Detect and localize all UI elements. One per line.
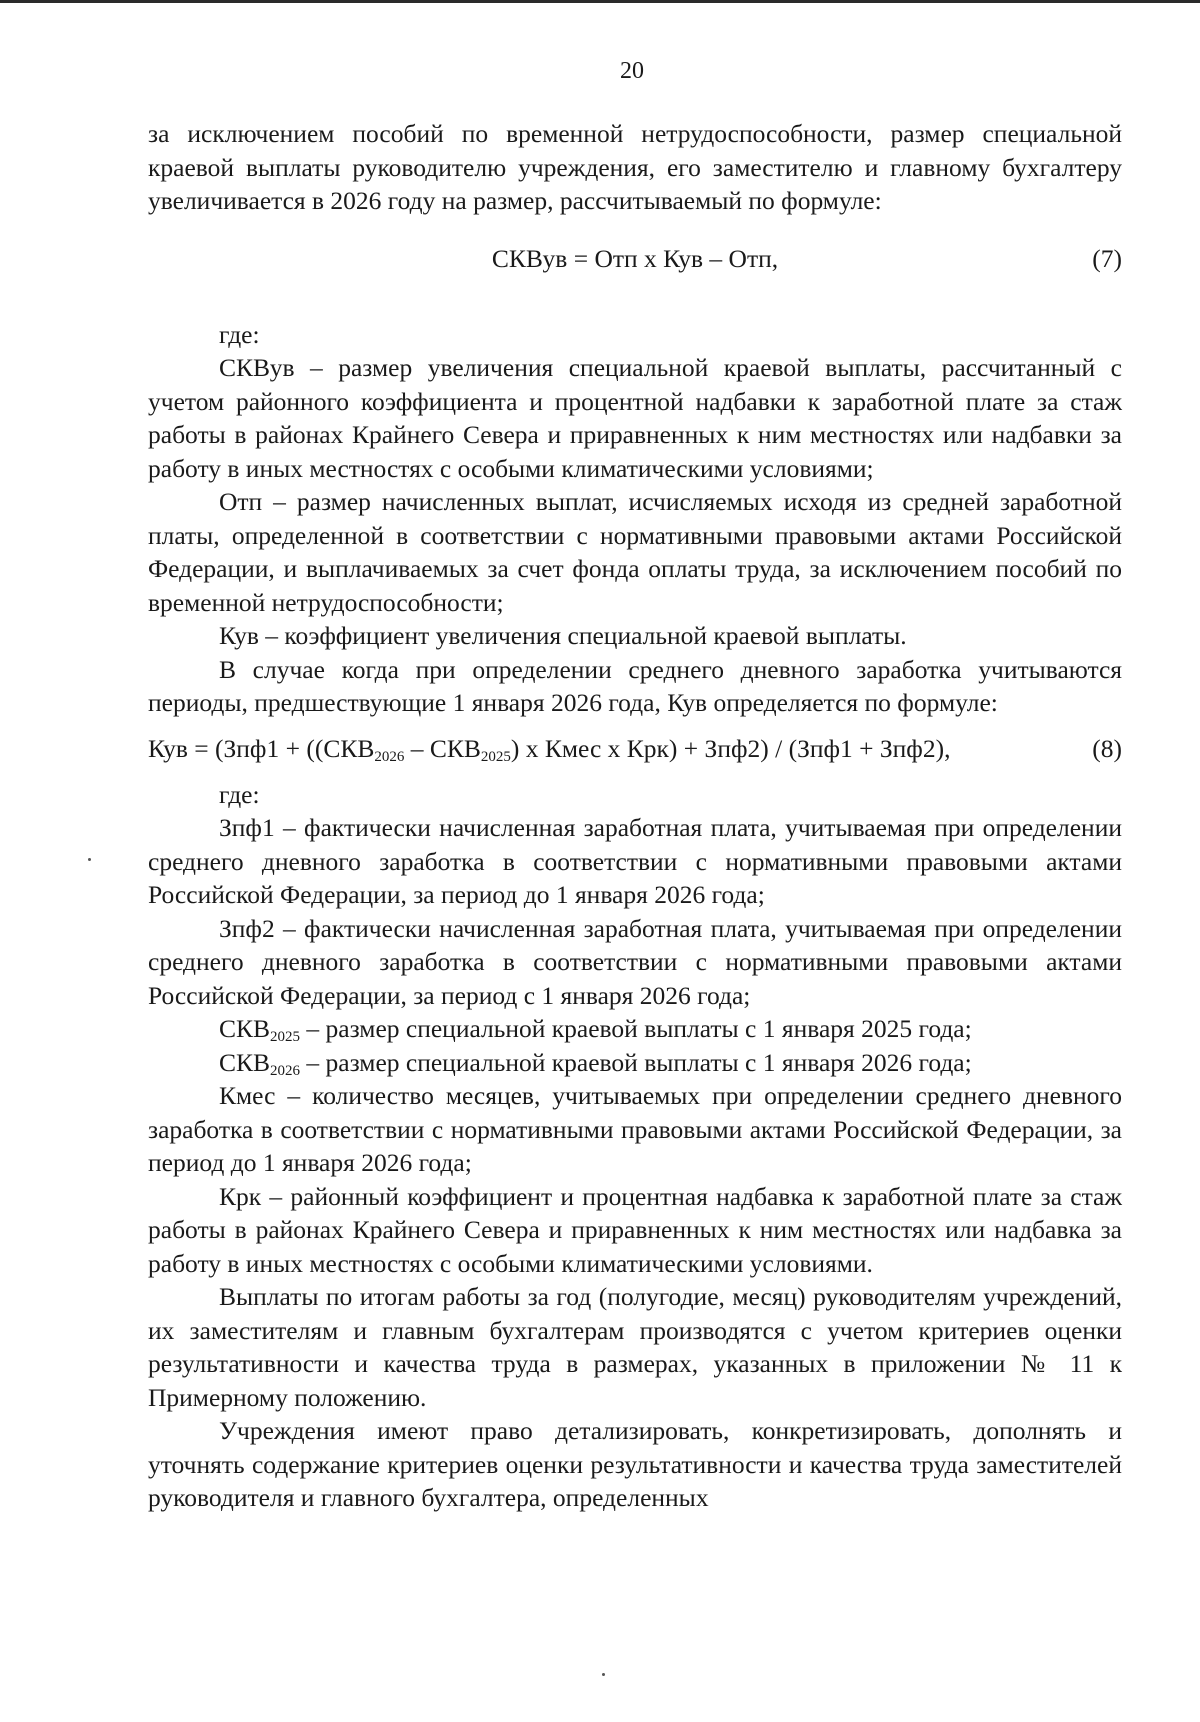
formula-8-subscript: 2025 bbox=[480, 748, 511, 765]
definition-text: – размер специальной краевой выплаты с 1 января 2025 года; bbox=[300, 1014, 972, 1043]
paragraph-intro: за исключением пособий по временной нетрудоспособности, размер специальной краевой выплаты руководителю учреждения, его заместителю и главному бухгалтеру увеличивается в 2026 году на размер, рассчитываемый по формуле: bbox=[148, 119, 1122, 215]
formula-8-part: ) х Кмес х Крк) + Зпф2) / (Зпф1 + Зпф2), bbox=[510, 733, 951, 763]
definition-kmes: Кмес – количество месяцев, учитываемых при определении среднего дневного заработка в соответствии с нормативными правовыми актами Российской Федерации, за период до 1 января 2026 года; bbox=[148, 1081, 1122, 1177]
definition-skv2025 bbox=[148, 1012, 1122, 1046]
scan-top-edge bbox=[0, 0, 1200, 3]
where-label: где: bbox=[219, 319, 260, 349]
definition-term: СКВ bbox=[219, 1047, 271, 1077]
definition-skvuv: СКВув – размер увеличения специальной краевой выплаты, рассчитанный с учетом районного коэффициента и процентной надбавки к заработной плате за стаж работы в районах Крайнего Севера и приравненных к ним местностях или надбавки за работу в иных местностях с особыми климатическими условиями; bbox=[148, 353, 1122, 483]
definition-text: – размер специальной краевой выплаты с 1 января 2026 года; bbox=[300, 1047, 972, 1077]
definition-zpf1: Зпф1 – фактически начисленная заработная плата, учитываемая при определении среднего дневного заработка в соответствии с нормативными правовыми актами Российской Федерации, за период до 1 января 2026 года; bbox=[148, 813, 1122, 909]
page-number: 20 bbox=[620, 58, 644, 84]
definition-kuv: Кув – коэффициент увеличения специальной краевой выплаты. bbox=[219, 621, 907, 650]
definition-krk: Крк – районный коэффициент и процентная надбавка к заработной плате за стаж работы в районах Крайнего Севера и приравненных к ним местностях или надбавка за работу в иных местностях с особыми климатическими условиями. bbox=[148, 1181, 1122, 1278]
definition-term-subscript: 2025 bbox=[270, 1029, 301, 1045]
paragraph-rights: Учреждения имеют право детализировать, конкретизировать, дополнять и уточнять содержание критериев оценки результативности и качества труда заместителей руководителя и главного бухгалтера, определенных bbox=[148, 1416, 1122, 1512]
formula-8-expression bbox=[148, 732, 950, 766]
definition-term: СКВ bbox=[219, 1014, 271, 1043]
where-label: где: bbox=[219, 779, 260, 809]
scan-speck bbox=[602, 1673, 605, 1676]
formula-8-part: – СКВ bbox=[404, 733, 481, 763]
document-body bbox=[148, 117, 1122, 1515]
formula-7-number: (7) bbox=[1092, 243, 1122, 273]
definition-skv2026 bbox=[148, 1046, 1122, 1080]
definition-term-subscript: 2026 bbox=[270, 1062, 301, 1079]
paragraph-payments: Выплаты по итогам работы за год (полугодие, месяц) руководителям учреждений, их заместителям и главным бухгалтерам производятся с учетом критериев оценки результативности и качества труда в размерах, указанных в приложении № 11 к Примерному положению. bbox=[148, 1282, 1122, 1412]
formula-8-number: (8) bbox=[1092, 733, 1122, 763]
formula-8-part: Кув = (Зпф1 + ((СКВ bbox=[148, 733, 375, 763]
paragraph-case: В случае когда при определении среднего дневного заработка учитываются периоды, предшествующие 1 января 2026 года, Кув определяется по формуле: bbox=[148, 654, 1122, 717]
definition-zpf2: Зпф2 – фактически начисленная заработная плата, учитываемая при определении среднего дневного заработка в соответствии с нормативными правовыми актами Российской Федерации, за период с 1 января 2026 года; bbox=[148, 913, 1122, 1010]
definition-otp: Отп – размер начисленных выплат, исчисляемых исходя из средней заработной платы, определенной в соответствии с нормативными правовыми актами Российской Федерации, и выплачиваемых за счет фонда оплаты труда, за исключением пособий по временной нетрудоспособности; bbox=[148, 487, 1122, 617]
formula-8 bbox=[148, 732, 1122, 766]
formula-7-expression: СКВув = Отп х Кув – Отп, bbox=[491, 243, 779, 273]
scan-speck bbox=[88, 858, 91, 861]
formula-7 bbox=[148, 242, 1122, 276]
formula-8-subscript: 2026 bbox=[374, 748, 405, 765]
